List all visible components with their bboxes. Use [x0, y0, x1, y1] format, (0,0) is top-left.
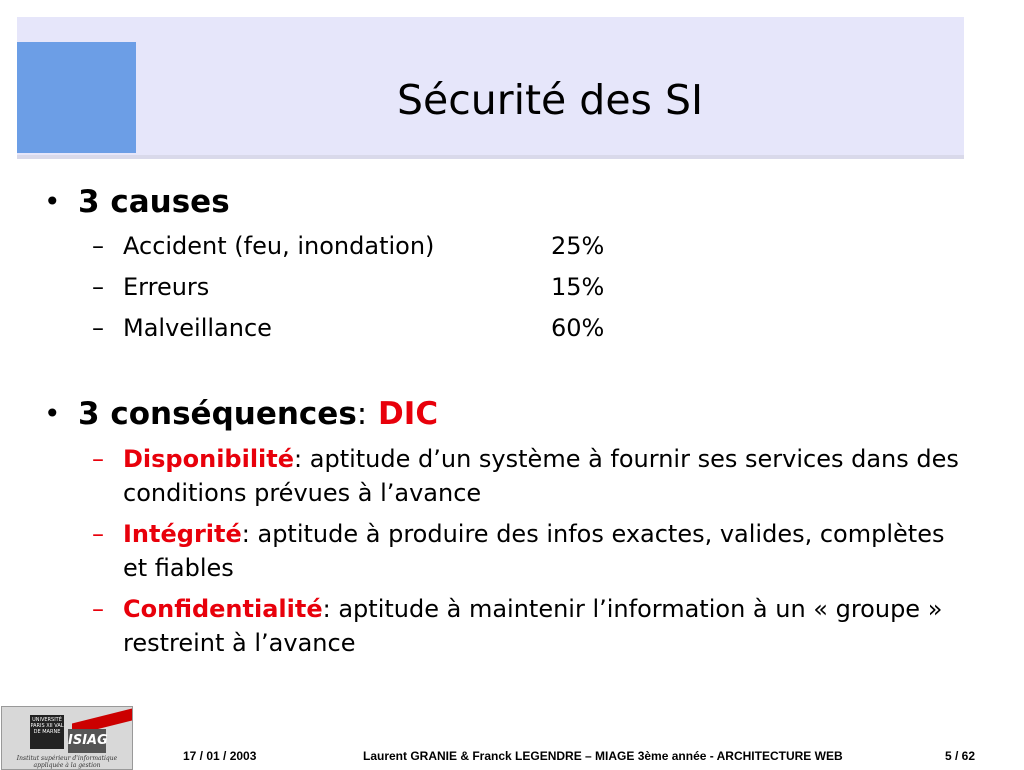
dash: – — [92, 520, 104, 548]
causes-heading: 3 causes — [78, 184, 230, 220]
footer-date: 17 / 01 / 2003 — [183, 749, 257, 763]
footer-page-number: 5 / 62 — [945, 749, 976, 763]
isiag-wordmark: ISIAG — [68, 729, 106, 753]
dash: – — [92, 595, 104, 623]
slide-title: Sécurité des SI — [396, 76, 704, 124]
title-accent-square — [17, 42, 136, 153]
dash: – — [92, 273, 104, 301]
consequence-term: Disponibilité — [123, 445, 295, 473]
consequence-text — [123, 442, 973, 510]
cause-label: Malveillance — [123, 314, 272, 342]
consequence-term: Intégrité — [123, 520, 242, 548]
consequence-definition: : aptitude d’un système à fournir ses services dans des conditions prévues à l’avance — [123, 445, 959, 507]
bullet-dot: • — [44, 185, 61, 218]
consequences-heading: 3 conséquences — [78, 396, 357, 432]
dic-acronym: DIC — [378, 396, 439, 432]
cause-percent: 15% — [551, 273, 605, 301]
dash: – — [92, 232, 104, 260]
isiag-logo — [1, 706, 133, 770]
consequence-term: Confidentialité — [123, 595, 323, 623]
dash: – — [92, 314, 104, 342]
footer-authors: Laurent GRANIE & Franck LEGENDRE – MIAGE 3ème année - ARCHITECTURE WEB — [363, 749, 843, 763]
cause-label: Erreurs — [123, 273, 210, 301]
cause-label: Accident (feu, inondation) — [123, 232, 435, 260]
logo-caption: Institut supérieur d'informatique appliquée à la gestion — [16, 755, 118, 769]
title-underline — [17, 155, 964, 159]
consequence-definition: : aptitude à maintenir l’information à un « groupe » restreint à l’avance — [123, 595, 943, 657]
bullet-dot: • — [44, 397, 61, 430]
cause-percent: 60% — [551, 314, 605, 342]
consequence-text — [123, 517, 973, 585]
cause-percent: 25% — [551, 232, 605, 260]
consequences-heading-line — [78, 394, 438, 434]
consequence-definition: : aptitude à produire des infos exactes, valides, complètes et fiables — [123, 520, 945, 582]
university-mark: UNIVERSITÉ PARIS XII VAL DE MARNE — [30, 715, 64, 749]
heading-separator: : — [356, 396, 368, 432]
dash: – — [92, 445, 104, 473]
consequence-text — [123, 592, 973, 660]
